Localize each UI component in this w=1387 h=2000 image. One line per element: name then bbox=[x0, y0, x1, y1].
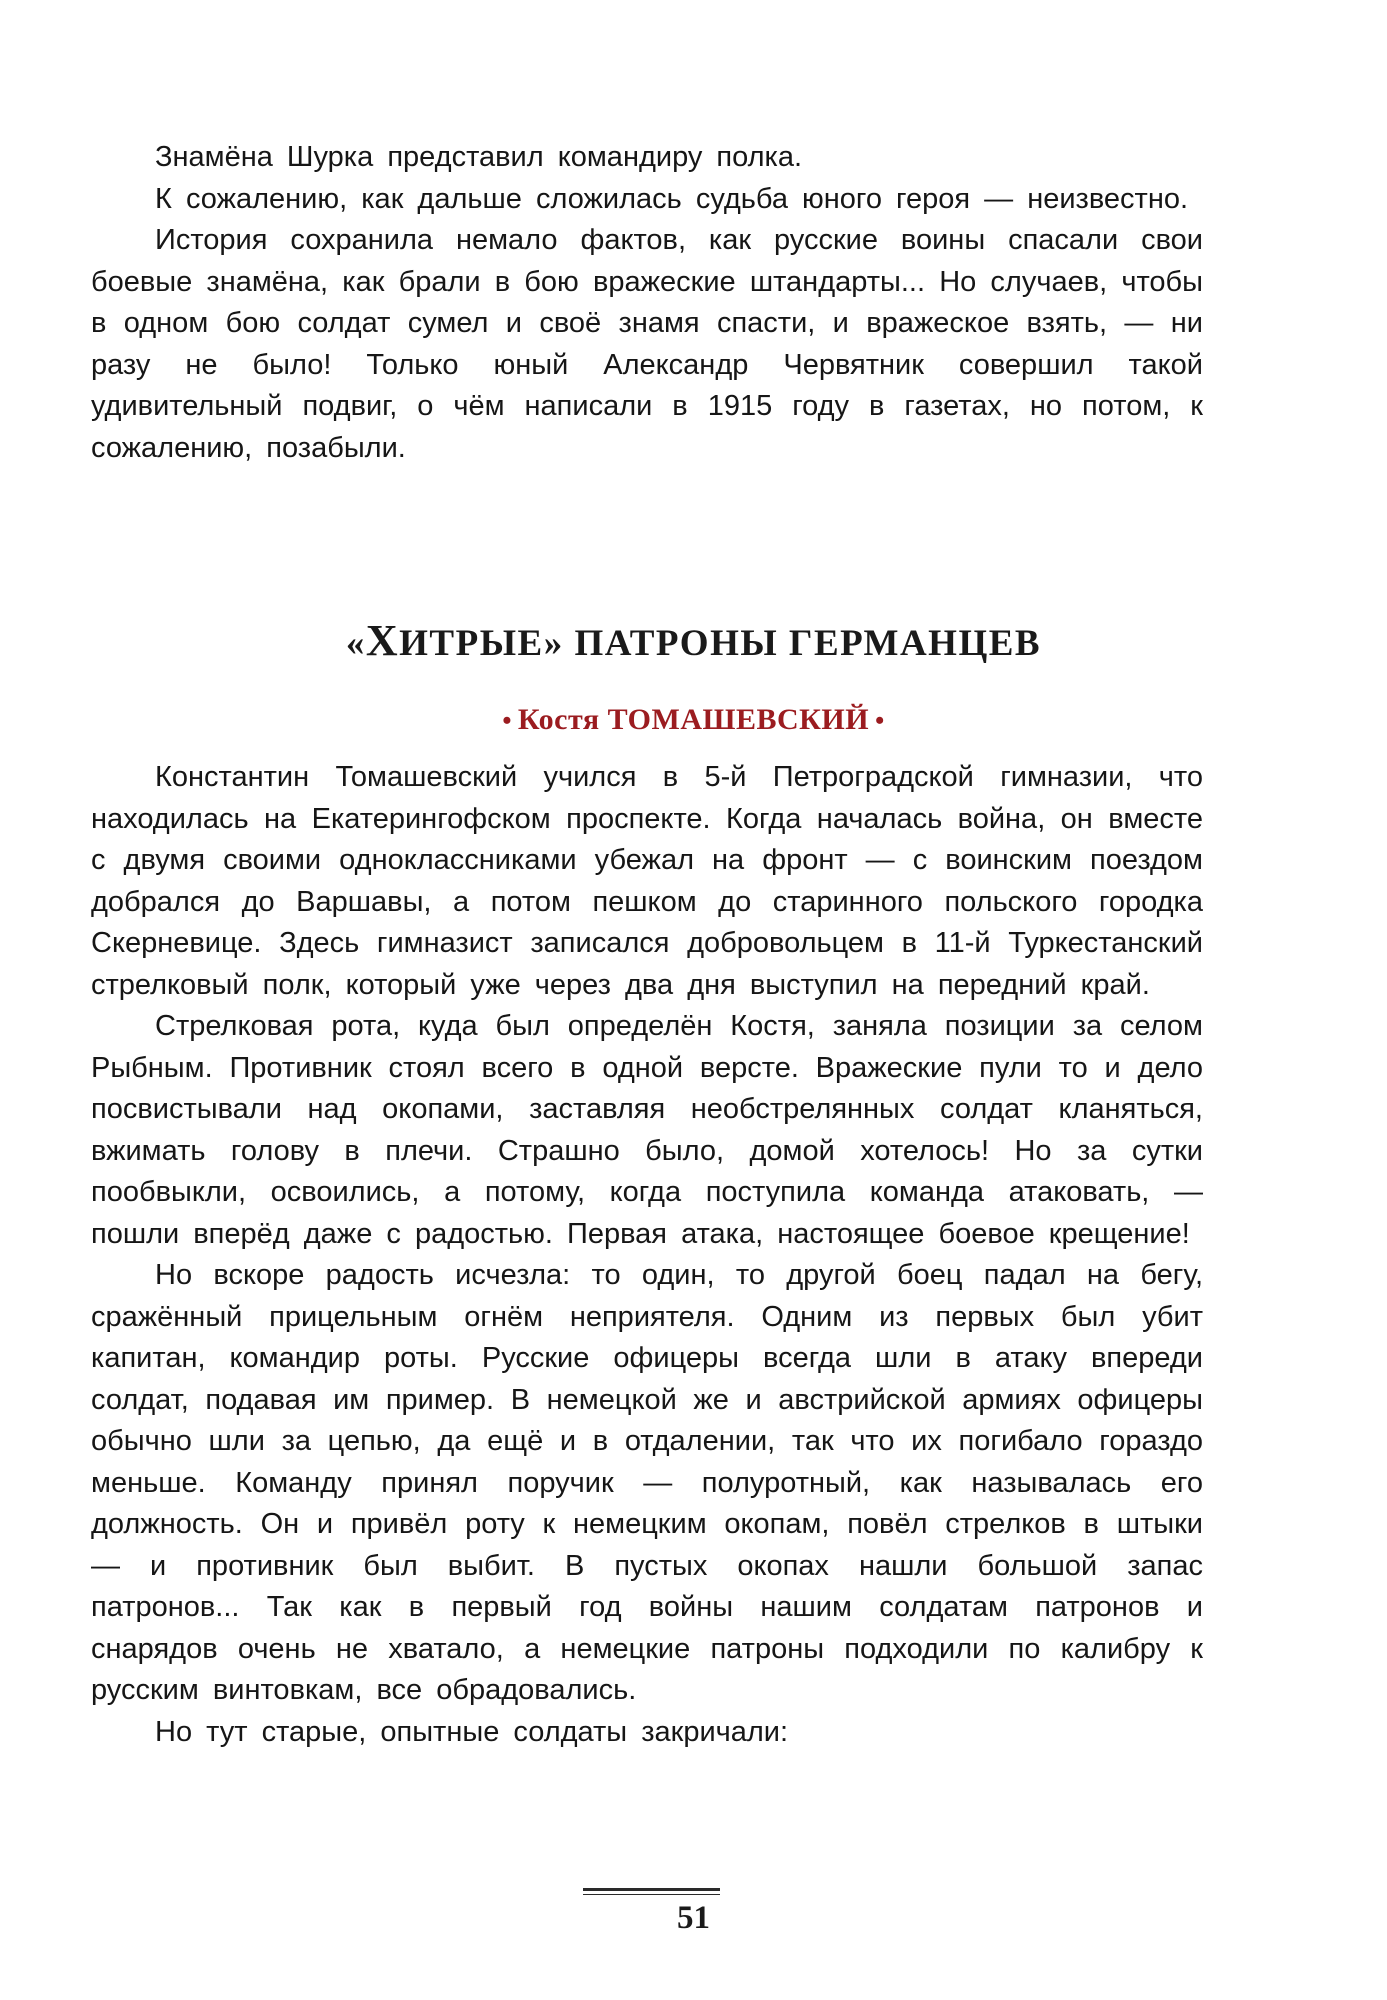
section-title-open-quote: « bbox=[345, 623, 366, 664]
story-text-block bbox=[91, 757, 1203, 1753]
paragraph: К сожалению, как дальше сложилась судьба юного героя — неизвестно. bbox=[155, 182, 1189, 215]
paragraph: Стрелковая рота, куда был определён Костя, заняла позиции за селом Рыбным. Противник стоял всего в одной версте. Вражеские пули то и дело посвистывали над окопами, заставляя необстрелянных солдат кланяться, вжимать голову в плечи. Страшно было, домой хотелось! Но за сутки пообвыкли, освоились, а потому, когда поступила команда атаковать, — пошли вперёд даже с радостью. Первая атака, настоящее боевое крещение! bbox=[91, 1010, 1203, 1250]
paragraph: История сохранила немало фактов, как русские воины спасали свои боевые знамёна, как брали в бою вражеские штандарты... Но случаев, чтобы в одном бою солдат сумел и своё знамя спасти, и вражеское взять, — ни разу не было! Только юный Александр Червятник совершил такой удивительный подвиг, о чём написали в 1915 году в газетах, но потом, к сожалению, позабыли. bbox=[91, 224, 1203, 464]
author-line bbox=[0, 703, 1387, 737]
paragraph: Константин Томашевский учился в 5-й Петроградской гимназии, что находилась на Екатерингофском проспекте. Когда началась война, он вместе с двумя своими одноклассниками убежал на фронт — с воинским поездом добрался до Варшавы, а потом пешком до старинного польского городка Скерневице. Здесь гимназист записался добровольцем в 11-й Туркестанский стрелковый полк, который уже через два дня выступил на передний край. bbox=[91, 761, 1203, 1001]
author-name: Костя ТОМАШЕВСКИЙ bbox=[517, 703, 870, 736]
page-number: 51 bbox=[677, 1900, 710, 1936]
page-number-rule bbox=[583, 1888, 720, 1891]
intro-text-block bbox=[91, 137, 1203, 469]
paragraph: Знамёна Шурка представил командиру полка. bbox=[155, 141, 803, 173]
bullet-icon: • bbox=[875, 706, 885, 735]
section-title-text: ИТРЫЕ» ПАТРОНЫ ГЕРМАНЦЕВ bbox=[399, 623, 1042, 664]
section-title bbox=[0, 615, 1387, 666]
paragraph: Но тут старые, опытные солдаты закричали: bbox=[155, 1715, 789, 1748]
page-number-rule bbox=[583, 1894, 720, 1895]
paragraph: Но вскоре радость исчезла: то один, то другой боец падал на бегу, сражённый прицельным огнём неприятеля. Одним из первых был убит капитан, командир роты. Русские офицеры всегда шли в атаку впереди солдат, подавая им пример. В немецкой же и австрийской армиях офицеры обычно шли за цепью, да ещё и в отдалении, так что их погибало гораздо меньше. Команду принял поручик — полуротный, как называлась его должность. Он и привёл роту к немецким окопам, повёл стрелков в штыки — и противник был выбит. В пустых окопах нашли большой запас патронов... Так как в первый год войны нашим солдатам патронов и снарядов очень не хватало, а немецкие патроны подходили по калибру к русским винтовкам, все обрадовались. bbox=[91, 1259, 1203, 1706]
bullet-icon: • bbox=[502, 706, 512, 735]
section-title-capital: Х bbox=[365, 616, 400, 665]
